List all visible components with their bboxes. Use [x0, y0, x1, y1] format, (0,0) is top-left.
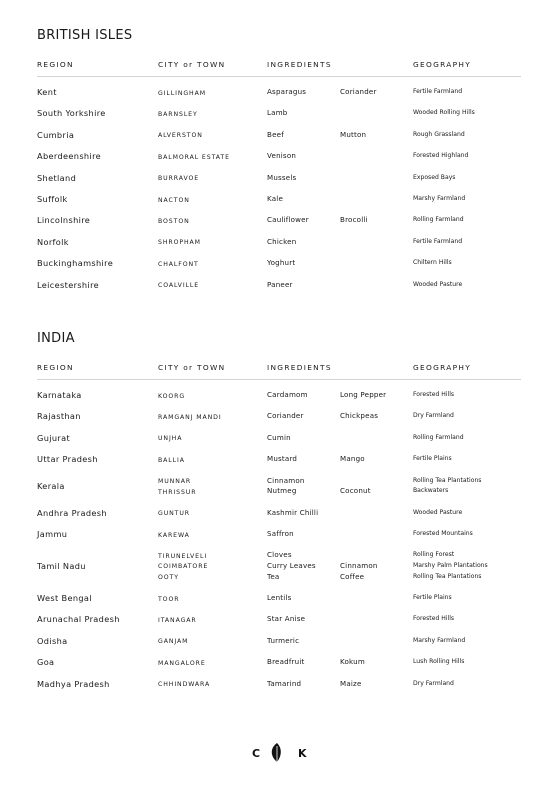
column-header-ingredients: INGREDIENTS [267, 60, 332, 69]
region-cell: Tamil Nadu [37, 560, 86, 571]
geography-cell-line: Dry Farmland [413, 412, 454, 420]
geography-cell [413, 657, 464, 668]
ingredient-cell [340, 87, 377, 98]
region-cell: Buckinghamshire [37, 258, 114, 269]
ingredient-cell-line: Mustard [267, 454, 298, 464]
city-cell-line: BARNSLEY [158, 110, 198, 118]
geography-cell [413, 151, 468, 162]
geography-cell-line: Forested Hills [413, 615, 455, 623]
region-cell: Uttar Pradesh [37, 454, 98, 465]
geography-cell-line: Forested Highland [413, 152, 469, 160]
ingredient-cell-line: Star Anise [267, 614, 306, 624]
ingredient-cell-line: Kale [267, 194, 284, 203]
geography-cell-line: Dry Farmland [413, 679, 454, 687]
geography-cell-line: Lush Rolling Hills [413, 658, 465, 666]
city-cell [158, 636, 188, 648]
city-cell-line: GUNTUR [158, 510, 190, 518]
city-cell-line: ITANAGAR [158, 616, 197, 624]
geography-cell-line: Wooded Pasture [413, 508, 463, 516]
city-cell [158, 173, 199, 185]
column-header-geography: GEOGRAPHY [413, 60, 472, 69]
ingredient-cell-line: Mango [340, 454, 365, 464]
geography-cell [413, 476, 481, 497]
leaf-icon [272, 743, 281, 764]
column-header-region: REGION [37, 363, 74, 372]
ingredient-cell [267, 657, 305, 668]
city-cell-line: BOSTON [158, 217, 190, 225]
region-cell: Leicestershire [37, 279, 99, 290]
ingredient-cell-line [340, 550, 378, 561]
geography-cell-line: Rolling Tea Plantations [413, 476, 482, 484]
city-cell-line: COIMBATORE [158, 563, 209, 571]
ingredient-cell [267, 237, 296, 248]
ingredient-cell [267, 108, 288, 119]
ingredient-cell-line: Cardamom [267, 390, 308, 399]
geography-cell [413, 280, 462, 291]
city-cell-line: CHALFONT [158, 260, 199, 268]
ingredient-cell [340, 454, 365, 465]
geography-cell [413, 454, 452, 465]
geography-cell [413, 550, 488, 582]
region-cell: West Bengal [37, 593, 92, 603]
ingredient-cell-line [340, 476, 371, 487]
city-cell [158, 87, 206, 99]
ingredient-cell-line: Long Pepper [340, 390, 387, 399]
ingredient-cell [267, 433, 291, 444]
geography-cell [413, 108, 475, 119]
ingredient-cell [267, 194, 283, 205]
geography-cell [413, 433, 464, 444]
section-title: INDIA [37, 331, 75, 346]
city-cell-line: TOOR [158, 595, 180, 603]
geography-cell [413, 173, 455, 184]
geography-cell [413, 614, 454, 625]
city-cell-line: UNJHA [158, 435, 183, 443]
ingredient-cell [267, 130, 284, 141]
ingredient-cell [267, 476, 305, 497]
city-cell-line: COALVILLE [158, 282, 200, 290]
geography-cell [413, 215, 464, 226]
ingredient-cell-line: Tea [267, 571, 280, 581]
region-cell: Suffolk [37, 194, 68, 204]
geography-cell-line: Forested Mountains [413, 530, 473, 537]
ingredient-cell [267, 87, 306, 98]
ingredient-cell-line: Cinnamon [267, 475, 305, 485]
ingredient-cell-line: Beef [267, 129, 284, 139]
region-cell: Rajasthan [37, 411, 81, 422]
ingredient-cell-line: Coriander [340, 87, 377, 96]
city-cell [158, 433, 182, 445]
ingredient-cell [340, 679, 362, 690]
ingredient-cell [267, 280, 293, 291]
geography-cell [413, 194, 465, 205]
ingredient-cell [267, 411, 304, 422]
ingredient-cell-line: Cinnamon [340, 560, 378, 570]
geography-cell-line: Exposed Bays [413, 173, 456, 181]
geography-cell-line: Fertile Farmland [413, 88, 463, 95]
ingredient-cell [267, 215, 309, 226]
city-cell-line: TIRUNELVELI [158, 552, 208, 560]
brand-logo [250, 740, 310, 766]
region-cell: Arunachal Pradesh [37, 614, 120, 625]
ingredient-cell [340, 215, 368, 226]
city-cell-line: BURRAVOE [158, 175, 200, 183]
region-cell: Goa [37, 657, 55, 668]
ingredient-cell-line: Cumin [267, 432, 291, 442]
section-title: BRITISH ISLES [37, 28, 133, 43]
city-cell-line: KAREWA [158, 531, 190, 539]
ingredient-cell-line: Mutton [340, 129, 367, 139]
city-cell-line: OOTY [158, 574, 179, 582]
city-cell-line: ALVERSTON [158, 132, 203, 140]
ingredient-cell-line: Curry Leaves [267, 560, 316, 570]
ingredient-cell [340, 390, 386, 401]
region-cell: Cumbria [37, 129, 75, 140]
geography-cell [413, 636, 465, 647]
ingredient-cell [340, 476, 371, 497]
city-cell [158, 614, 197, 626]
city-cell [158, 390, 185, 402]
city-cell [158, 508, 190, 520]
ingredient-cell-line: Coriander [267, 411, 304, 421]
geography-cell-line: Marshy Palm Plantations [413, 561, 488, 569]
city-cell [158, 529, 190, 541]
geography-cell-line: Rolling Forest [413, 551, 455, 559]
city-cell [158, 151, 230, 163]
column-header-city: CITY or TOWN [158, 60, 226, 69]
column-header-geography: GEOGRAPHY [413, 363, 472, 372]
column-header-ingredients: INGREDIENTS [267, 363, 332, 372]
ingredient-cell [267, 454, 297, 465]
region-cell: Kerala [37, 480, 65, 491]
city-cell [158, 657, 206, 669]
ingredient-cell [267, 550, 316, 582]
city-cell-line: GILLINGHAM [158, 89, 206, 97]
ingredient-cell-line: Coffee [340, 571, 365, 581]
geography-cell-line: Forested Hills [413, 391, 455, 398]
ingredient-cell [267, 636, 299, 647]
region-cell: Norfolk [37, 236, 69, 247]
ingredient-cell-line: Lamb [267, 108, 288, 118]
city-cell-line: MUNNAR [158, 478, 192, 486]
logo-letter-right: K [298, 747, 307, 760]
region-cell: South Yorkshire [37, 108, 106, 119]
city-cell [158, 476, 196, 499]
city-cell-line: GANJAM [158, 638, 189, 646]
city-cell [158, 550, 208, 583]
city-cell [158, 258, 199, 270]
geography-cell [413, 508, 462, 519]
geography-cell [413, 679, 454, 690]
region-cell: Odisha [37, 635, 68, 646]
city-cell-line: NACTON [158, 196, 190, 204]
city-cell-line: KOORG [158, 392, 186, 400]
ingredient-cell [267, 593, 292, 604]
region-cell: Jammu [37, 529, 68, 539]
geography-cell-line: Fertile Farmland [413, 237, 463, 245]
geography-cell-line: Rolling Farmland [413, 433, 464, 441]
city-cell [158, 237, 201, 249]
geography-cell [413, 593, 452, 604]
ingredient-cell [340, 550, 378, 582]
ingredient-cell-line: Nutmeg [267, 486, 297, 496]
city-cell [158, 454, 185, 466]
ingredient-cell-line: Turmeric [267, 635, 300, 645]
geography-cell [413, 529, 473, 540]
ingredient-cell-line: Kokum [340, 657, 365, 667]
header-divider [37, 379, 521, 380]
ingredient-cell-line: Asparagus [267, 87, 307, 96]
ingredient-cell [267, 614, 305, 625]
ingredient-cell-line: Kashmir Chilli [267, 507, 319, 517]
geography-cell-line: Rolling Farmland [413, 216, 464, 224]
region-cell: Karnataka [37, 390, 82, 400]
city-cell [158, 411, 222, 423]
ingredient-cell-line: Tamarind [267, 678, 302, 688]
ingredient-cell [267, 390, 308, 401]
geography-cell-line: Marshy Farmland [413, 195, 466, 202]
ingredient-cell [267, 679, 301, 690]
city-cell-line: BALLIA [158, 456, 185, 464]
city-cell-line: SHROPHAM [158, 239, 201, 247]
ingredient-cell-line: Paneer [267, 279, 293, 289]
geography-cell [413, 411, 454, 422]
city-cell [158, 215, 190, 227]
ingredient-cell [267, 173, 296, 184]
city-cell-line: BALMORAL ESTATE [158, 153, 230, 161]
column-header-city: CITY or TOWN [158, 363, 226, 372]
city-cell [158, 679, 210, 691]
ingredient-cell-line: Yoghurt [267, 258, 296, 268]
ingredient-cell-line: Mussels [267, 172, 297, 182]
city-cell [158, 593, 179, 605]
region-cell: Aberdeenshire [37, 151, 102, 162]
city-cell [158, 108, 198, 120]
ingredient-cell-line: Breadfruit [267, 657, 305, 667]
ingredient-cell-line: Chickpeas [340, 411, 379, 421]
geography-cell-line: Wooded Pasture [413, 280, 463, 288]
ingredient-cell [267, 508, 318, 519]
ingredient-cell-line: Venison [267, 151, 297, 161]
ingredient-cell [267, 529, 294, 540]
region-cell: Andhra Pradesh [37, 507, 107, 518]
ingredient-cell [340, 411, 378, 422]
geography-cell-line: Marshy Farmland [413, 636, 466, 644]
city-cell [158, 194, 190, 206]
geography-cell-line: Rough Grassland [413, 130, 465, 138]
ingredient-cell-line: Cauliflower [267, 215, 309, 225]
geography-cell [413, 130, 465, 141]
city-cell-line: MANGALORE [158, 659, 206, 667]
ingredient-cell-line: Lentils [267, 593, 292, 602]
geography-cell [413, 87, 462, 98]
ingredient-cell [340, 657, 365, 668]
ingredient-cell [267, 258, 295, 269]
geography-cell [413, 390, 454, 401]
ingredient-cell-line: Chicken [267, 236, 297, 246]
geography-cell [413, 237, 462, 248]
geography-cell-line: Fertile Plains [413, 455, 452, 463]
geography-cell [413, 258, 452, 269]
ingredient-cell-line: Brocolli [340, 215, 368, 225]
logo-letter-left: C [252, 747, 261, 760]
region-cell: Kent [37, 87, 57, 97]
geography-cell-line: Rolling Tea Plantations [413, 572, 482, 580]
city-cell-line: RAMGANJ MANDI [158, 413, 222, 421]
ingredient-cell [267, 151, 296, 162]
region-cell: Shetland [37, 172, 77, 183]
geography-cell-line: Backwaters [413, 487, 449, 495]
header-divider [37, 76, 521, 77]
region-cell: Madhya Pradesh [37, 678, 110, 689]
ingredient-cell-line: Saffron [267, 529, 294, 538]
ingredient-cell-line: Coconut [340, 486, 371, 496]
city-cell-line: THRISSUR [158, 488, 197, 496]
ingredient-cell [340, 130, 366, 141]
region-cell: Lincolnshire [37, 215, 91, 226]
ingredient-cell-line: Maize [340, 678, 362, 688]
region-cell: Gujurat [37, 432, 71, 443]
geography-cell-line: Fertile Plains [413, 594, 452, 601]
city-cell [158, 130, 203, 142]
column-header-region: REGION [37, 60, 74, 69]
geography-cell-line: Wooded Rolling Hills [413, 109, 475, 117]
ingredient-cell-line: Cloves [267, 550, 292, 560]
city-cell-line: CHHINDWARA [158, 681, 211, 689]
city-cell [158, 280, 199, 292]
geography-cell-line: Chiltern Hills [413, 259, 452, 267]
